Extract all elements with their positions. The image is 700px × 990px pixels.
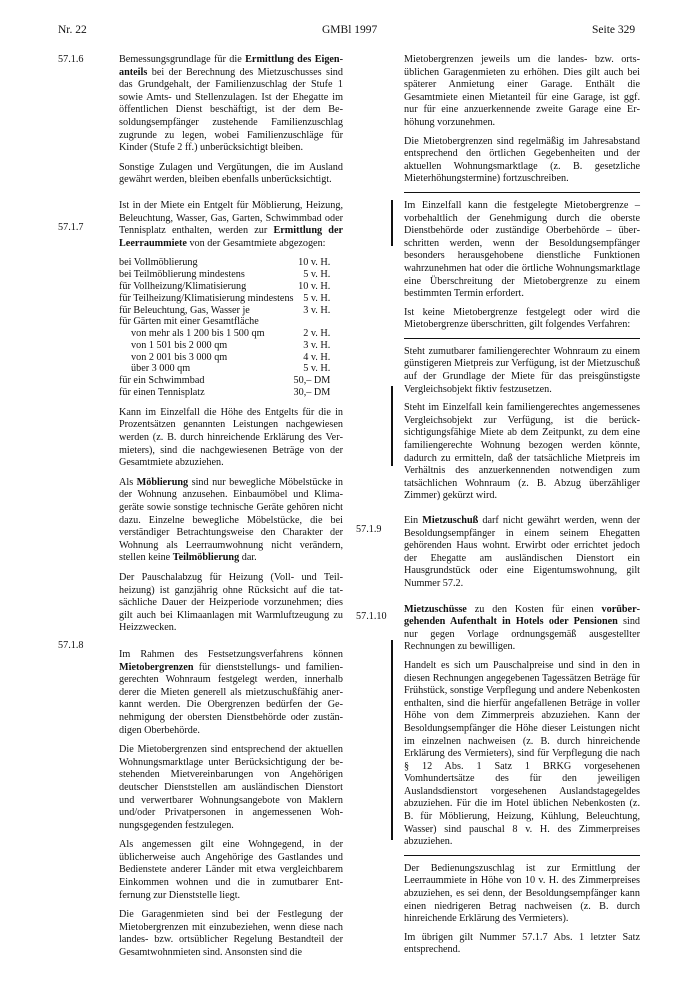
rate-row: von mehr als 1 200 bis 1 500 qm 2 v. H. <box>131 328 331 340</box>
section-57-1-10 <box>404 604 640 957</box>
section-57-1-9 <box>404 515 640 591</box>
header-center: GMBl 1997 <box>322 24 378 36</box>
rate-row: bei Teilmöblierung mindestens 5 v. H. <box>119 269 331 281</box>
paragraph: Im Rahmen des Festsetzungsverfahrens können Mietobergrenzen für dienststellungs- und familiengerechten Wohnraum festgelegt werden, innerhalb derer die Mieten generell als mietzuschußfähig anerkannt werden. Die Obergrenzen bedürfen der Genehmigung der obersten Dienstbehörde oder zuständigen Oberbehörde. <box>119 648 343 736</box>
paragraph: Die Garagenmieten sind bei der Festlegung der Mietobergrenzen mit einzubeziehen, wenn diese nach landes- bzw. ortsüblicher Regelung Bestandteil der Gesamtwohnmieten sind. Ansonsten sind die <box>119 909 343 959</box>
paragraph: Handelt es sich um Pauschalpreise und sind in den in diesen Rechnungen angegebenen Tagessätzen Beträge für Frühstück, sonstige Verpflegung und andere Nebenkosten enthalten, sind die hierfür angefallenen Beträge in voller Höhe von dem Zimmerpreis abzuziehen. Kann der Besoldungsempfänger die Höhe dieser Leistungen nicht im einzelnen nachweisen (z. B. durch hinreichende Erklärung des Vermieters), sind für Verpflegung die nach § 12 Abs. 1 Satz 1 BRKG vorgesehenen Vomhundertsätze des für den jeweiligen Auslandsdienstort vorgesehenen Auslandstagegeldes abzuziehen. Für die im Hotel üblichen Nebenkosten (z. B. für Möblierung, Heizung, Kühlung, Beleuchtung, Wasser) sind pauschal 8 v. H. des Zimmerpreises abzuziehen. <box>404 659 640 848</box>
paragraph: Als angemessen gilt eine Wohngegend, in der üblicherweise auch Angehörige des Gastlandes und Bedienstete anderer Länder mit etwa vergleichbarem Einkommen wohnen und die in zumutbarer Entfernung zur Dienststelle liegt. <box>119 839 343 901</box>
left-column <box>119 54 343 967</box>
section-number: 57.1.9 <box>356 524 382 535</box>
rate-row: über 3 000 qm 5 v. H. <box>131 363 331 375</box>
paragraph: Mietzuschüsse zu den Kosten für einen vorübergehenden Aufenthalt in Hotels oder Pensionen sind nur gegen Vorlage ordnungsgemäß ausgestellter Rechnungen zu bewilligen. <box>404 603 641 653</box>
rate-row: für ein Schwimmbad 50,– DM <box>119 375 331 387</box>
header-right: Seite 329 <box>592 24 636 36</box>
rate-row: von 1 501 bis 2 000 qm 3 v. H. <box>131 339 331 351</box>
paragraph: Steht zumutbarer familiengerechter Wohnraum zu einem günstigeren Mietpreis zur Verfügung, ist der Mietzuschuß auf der Grundlage der Miete für das preisgünstigste Vergleichsobjekt fiktiv festzusetzen. <box>404 345 640 395</box>
rate-row: für Gärten mit einer Gesamtfläche <box>119 316 259 328</box>
column-separator <box>391 200 393 246</box>
paragraph: Die Mietobergrenzen sind entsprechend der aktuellen Wohnungsmarktlage unter Berücksichtigung der bestehenden Mietvereinbarungen von Angehörigen deutscher Dienststellen am ausländischen Dienstort und verwertbarer Wohnungsangebote von Maklern und/oder Privatpersonen in angemessenen Wohnungsgegenden festzulegen. <box>119 744 343 831</box>
header-left: Nr. 22 <box>58 24 87 36</box>
rule <box>404 855 640 856</box>
column-separator <box>391 386 393 466</box>
paragraph: Die Mietobergrenzen sind regelmäßig im Jahresabstand entsprechend den örtlichen Gegebenheiten und der aktuellen Wohnungsmarktlage (z. B. gesetzliche Mieterhöhungstermine) fortzuschreiben. <box>404 135 640 185</box>
paragraph: Als Möblierung sind nur bewegliche Möbelstücke in der Wohnung anzusehen. Einbaumöbel und Klimageräte sowie sonstige technische Geräte gehören nicht dazu. Einzelne bewegliche Möbelstücke, die bei verständiger Betrachtungsweise den Charakter der Wohnung als Leerraumwohnung nicht verändern, stellen keine Teilmöblierung dar. <box>119 476 343 564</box>
rate-row: für Vollheizung/Klimatisierung 10 v. H. <box>119 280 331 292</box>
rate-row: bei Vollmöblierung 10 v. H. <box>119 257 331 269</box>
rule <box>404 192 640 193</box>
section-number: 57.1.10 <box>356 611 387 622</box>
rate-row: für Beleuchtung, Gas, Wasser je 3 v. H. <box>119 304 331 316</box>
section-number: 57.1.7 <box>58 222 84 233</box>
paragraph: Bemessungsgrundlage für die Ermittlung des Eigenanteils bei der Berechnung des Mietzuschusses sind das Grundgehalt, der Familienzuschlag der Stufe 1 sowie Amts- und Stellenzulagen. Ist der Ehegatte im öffentlichen Dienst beschäftigt, ist der dem Besoldungsempfänger zustehende Familienzuschlag zugrunde zu legen, wobei Familienzuschläge für Kinder (Stufe 2 ff.) unberücksichtigt bleiben. <box>119 54 344 154</box>
paragraph: Mietobergrenzen jeweils um die landes- bzw. ortsüblichen Garagenmieten zu erhöhen. Dies gilt auch bei späterer Anmietung einer Garage. Enthält die Gesamtmiete einen Mietanteil für eine Garage, ist ggf. nur für eine anzuerkennende zweite Garage eine Erhöhung vorzunehmen. <box>404 54 640 128</box>
paragraph: Der Bedienungszuschlag ist zur Ermittlung der Leerraummiete in Höhe von 10 v. H. des Zimmerpreises abzuziehen, es sei denn, der Besoldungsempfänger kann einen niedrigeren Betrag nachweisen (z. B. durch hinreichende Erklärung des Vermieters). <box>404 862 640 925</box>
paragraph: Im Einzelfall kann die festgelegte Mietobergrenze – vorbehaltlich der Genehmigung durch die oberste Dienstbehörde oder zuständige Oberbehörde – überschritten werden, wenn der Besoldungsempfänger besonders herausgehobene dienstliche Funktionen wahrzunehmen hat oder die örtliche Wohnungsmarktlage eine Überschreitung der Mietobergrenze zu einem bestimmten Termin erfordert. <box>404 199 640 300</box>
paragraph: Ist in der Miete ein Entgelt für Möblierung, Heizung, Beleuchtung, Wasser, Gas, Garten, Schwimmbad oder Tennisplatz enthalten, werden zur Ermittlung der Leerraummiete von der Gesamtmiete abgezogen: <box>119 199 344 249</box>
section-number: 57.1.8 <box>58 640 84 651</box>
deduction-rates-table <box>119 257 330 399</box>
paragraph: Im übrigen gilt Nummer 57.1.7 Abs. 1 letzter Satz entsprechend. <box>404 931 640 956</box>
paragraph: Steht im Einzelfall kein familiengerechtes angemessenes Vergleichsobjekt zur Verfügung, ist die berücksichtigungsfähige Miete ab dem Zeitpunkt, zu dem eine familiengerechte Wohnung bezogen werden könnte, dadurch zu ermitteln, daß der tatsächliche Mietpreis im Verhältnis des anzuerkennenden notwendigen zum tatsächlichen Wohnraum (z. B. Abzug überzähliger Zimmer) gekürzt wird. <box>404 402 640 502</box>
paragraph: Ein Mietzuschuß darf nicht gewährt werden, wenn der Besoldungsempfänger in einem seinem Ehegatten gehörenden Haus wohnt. Erwirbt oder errichtet jedoch der Ehegatte am ausländischen Dienstort ein Hausgrundstück oder eine Eigentumswohnung, gilt Nummer 57.2. <box>404 515 641 589</box>
rule <box>404 338 640 339</box>
rate-row: für einen Tennisplatz 30,– DM <box>119 387 331 399</box>
rate-row: für Teilheizung/Klimatisierung mindestens 5 v. H. <box>119 292 331 304</box>
section-57-1-8 <box>119 649 343 960</box>
right-column <box>404 54 640 963</box>
paragraph: Sonstige Zulagen und Vergütungen, die im Ausland gewährt werden, bleiben ebenfalls unberücksichtigt. <box>119 161 343 186</box>
paragraph: Kann im Einzelfall die Höhe des Entgelts für die in Prozentsätzen genannten Leistungen nachgewiesen werden (z. B. durch hinreichende Erklärung des Vermieters), sind die nachgewiesenen Beträge von der Gesamtmiete abzuziehen. <box>119 406 343 469</box>
paragraph: Der Pauschalabzug für Heizung (Voll- und Teilheizung) ist ganzjährig ohne Rücksicht auf die tatsächliche Dauer der Heizperiode vorzunehmen; dies gilt auch bei Klimaanlagen mit Warmluftzeugung zu Heizzwecken. <box>119 572 343 634</box>
rate-row: von 2 001 bis 3 000 qm 4 v. H. <box>131 351 331 363</box>
section-57-1-6 <box>119 54 343 187</box>
section-57-1-7 <box>119 200 343 635</box>
section-number: 57.1.6 <box>58 54 84 65</box>
column-separator <box>391 640 393 840</box>
paragraph: Ist keine Mietobergrenze festgelegt oder wird die Mietobergrenze überschritten, gilt folgendes Verfahren: <box>404 306 640 331</box>
